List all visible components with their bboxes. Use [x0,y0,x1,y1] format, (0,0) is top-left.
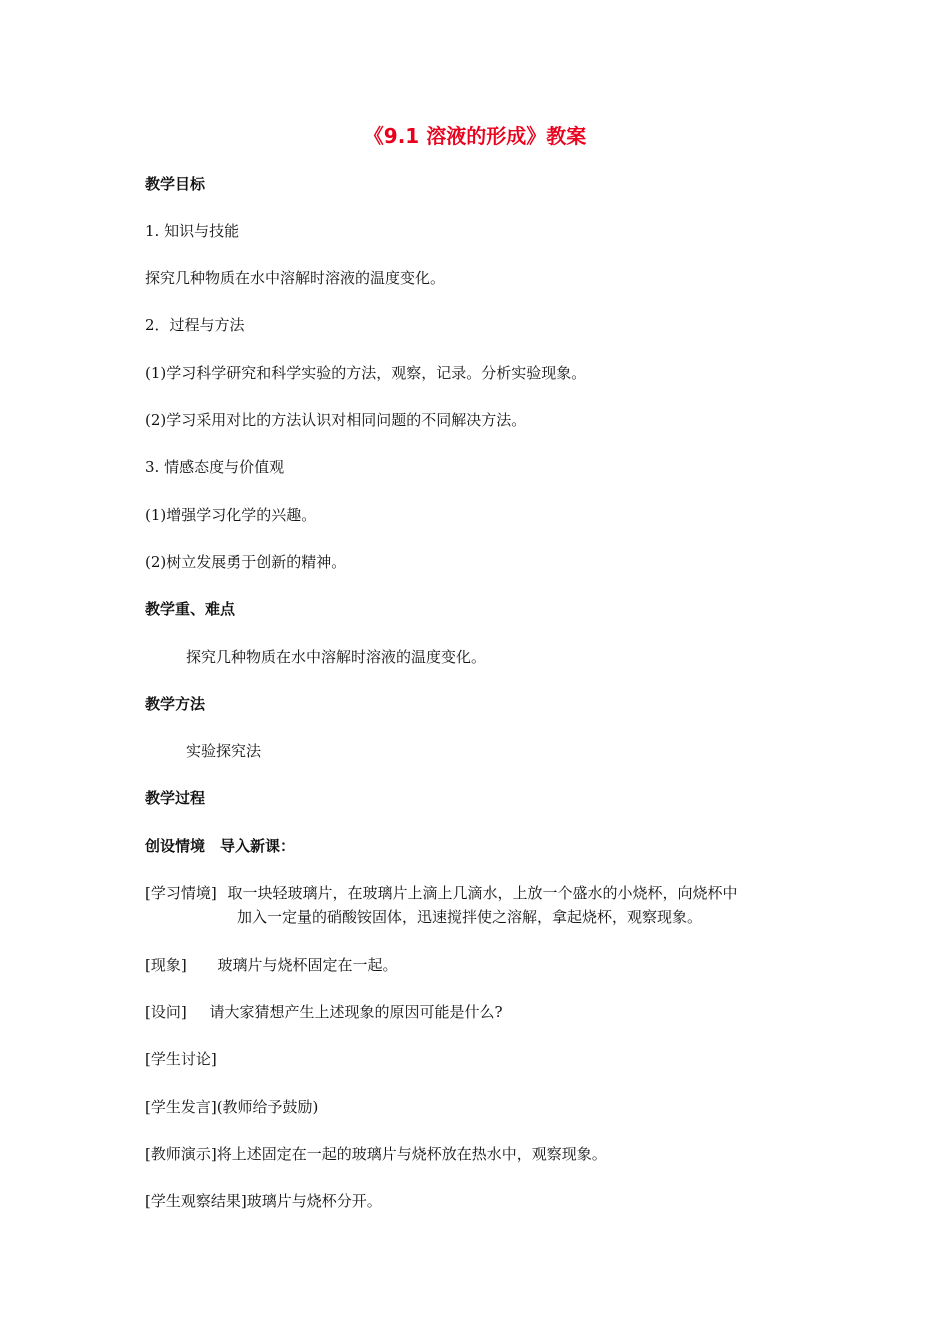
question-tag: [设问] [145,1003,187,1021]
question-row [145,1000,503,1024]
method-heading: 教学方法 [145,695,206,713]
speech-text: [学生发言](教师给予鼓励) [145,1098,319,1116]
discussion-tag: [学生讨论] [145,1050,217,1068]
situation-line1: 取一块轻玻璃片，在玻璃片上滴上几滴水，上放一个盛水的小烧杯，向烧杯中 [227,884,738,902]
phenomenon-row [145,953,398,977]
goal2-item1: (1)学习科学研究和科学实验的方法，观察，记录。分析实验现象。 [145,364,587,382]
situation-row [145,881,738,905]
key-text: 探究几种物质在水中溶解时溶液的温度变化。 [186,648,487,666]
goal2-title: 2．过程与方法 [145,316,245,334]
goal3-item2: (2)树立发展勇于创新的精神。 [145,553,347,571]
goal3-title: 3. 情感态度与价值观 [145,458,285,476]
phenomenon-tag: [现象] [145,956,187,974]
goal2-item2: (2)学习采用对比的方法认识对相同问题的不同解决方法。 [145,411,527,429]
document-title: 《9.1 溶液的形成》教案 [363,124,587,148]
goal1-text: 探究几种物质在水中溶解时溶液的温度变化。 [145,269,446,287]
phenomenon-text: 玻璃片与烧杯固定在一起。 [217,956,398,974]
process-heading: 教学过程 [145,789,206,807]
method-text: 实验探究法 [186,742,262,760]
intro-heading: 创设情境 导入新课： [145,837,296,855]
goal1-title: 1. 知识与技能 [145,222,240,240]
observe-text: [学生观察结果]玻璃片与烧杯分开。 [145,1192,382,1210]
goals-heading: 教学目标 [145,175,206,193]
situation-line2: 加入一定量的硝酸铵固体，迅速搅拌使之溶解，拿起烧杯，观察现象。 [237,908,703,926]
question-text: 请大家猜想产生上述现象的原因可能是什么? [209,1003,503,1021]
situation-tag: [学习情境] [145,884,217,902]
goal3-item1: (1)增强学习化学的兴趣。 [145,506,317,524]
demo-text: [教师演示]将上述固定在一起的玻璃片与烧杯放在热水中，观察现象。 [145,1145,607,1163]
key-heading: 教学重、难点 [145,600,236,618]
